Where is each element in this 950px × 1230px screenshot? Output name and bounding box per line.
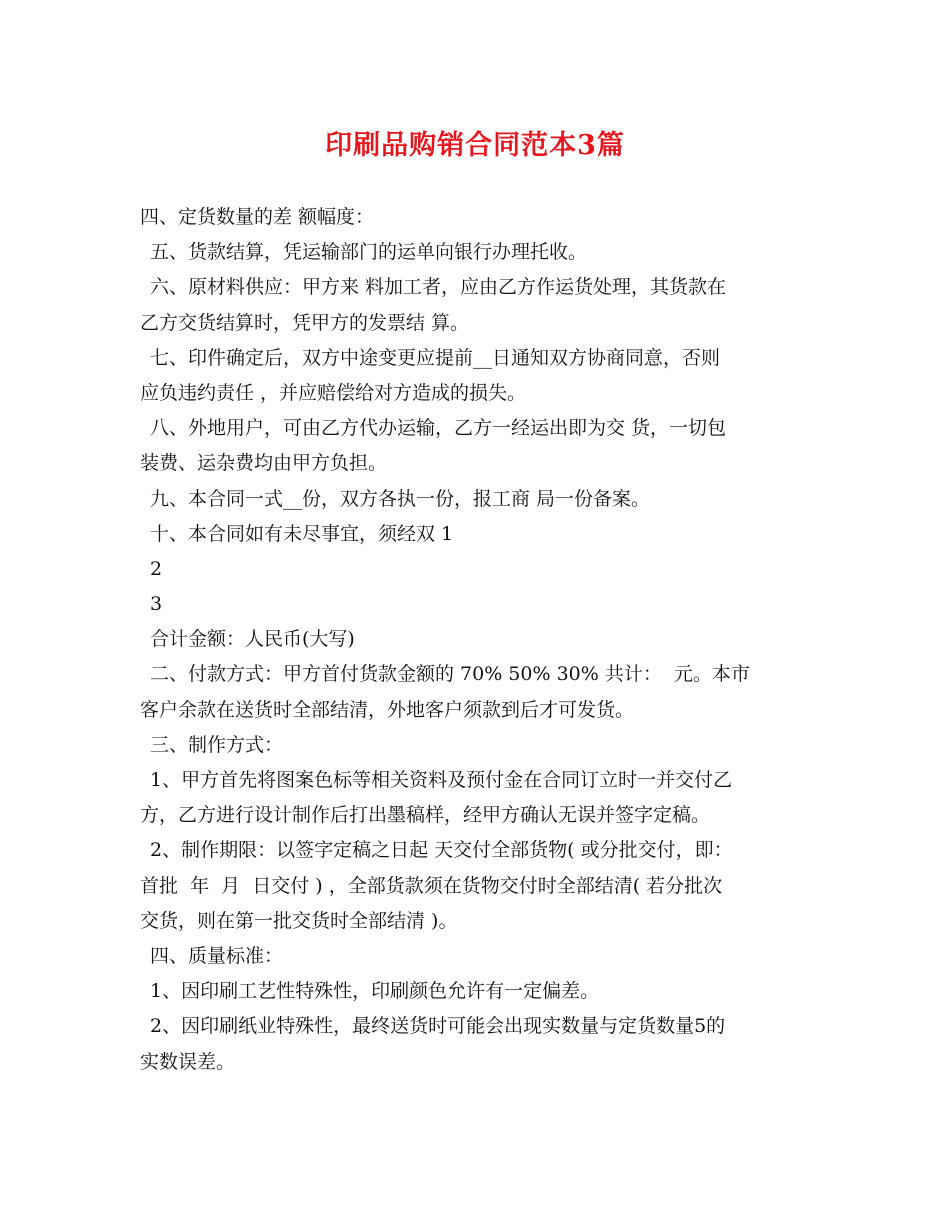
body-line: 2、制作期限：以签字定稿之日起 天交付全部货物( 或分批交付，即： <box>150 839 733 862</box>
body-line: 首批 年 月 日交付 ) ，全部货款须在货物交付时全部结清( 若分批次 <box>140 874 723 897</box>
body-line: 九、本合同一式__份，双方各执一份，报工商 局一份备案。 <box>150 487 651 510</box>
body-line: 四、定货数量的差 额幅度： <box>140 206 375 228</box>
document-body <box>140 200 820 1080</box>
body-line: 二、付款方式：甲方首付货款金额的 70% 50% 30% 共计： 元。本市 <box>150 663 750 686</box>
body-line: 五、货款结算，凭运输部门的运单向银行办理托收。 <box>150 241 588 264</box>
body-line: 应负违约责任 ，并应赔偿给对方造成的损失。 <box>140 381 527 404</box>
body-line: 2 <box>150 557 163 580</box>
body-line: 装费、运杂费均由甲方负担。 <box>140 452 388 475</box>
body-line: 十、本合同如有未尽事宜，须经双 1 <box>150 522 454 545</box>
body-line: 交货，则在第一批交货时全部结清 )。 <box>140 909 458 932</box>
body-line: 实数误差。 <box>140 1050 236 1073</box>
body-line: 四、质量标准： <box>150 944 284 967</box>
body-line: 2、因印刷纸业特殊性，最终送货时可能会出现实数量与定货数量5的 <box>150 1015 726 1038</box>
body-line: 七、印件确定后，双方中途变更应提前__日通知双方协商同意，否则 <box>150 346 721 369</box>
body-line: 1、甲方首先将图案色标等相关资料及预付金在合同订立时一并交付乙 <box>150 769 733 791</box>
body-line: 八、外地用户，可由乙方代办运输，乙方一经运出即为交 货，一切包 <box>150 417 727 440</box>
body-line: 三、制作方式： <box>150 733 284 756</box>
body-line: 3 <box>150 593 163 616</box>
body-line: 1、因印刷工艺性特殊性，印刷颜色允许有一定偏差。 <box>150 980 600 1003</box>
body-line: 客户余款在送货时全部结清，外地客户须款到后才可发货。 <box>140 698 635 721</box>
body-line: 六、原材料供应：甲方来 料加工者，应由乙方作运货处理，其货款在 <box>150 276 727 299</box>
document-title: 印刷品购销合同范本3篇 <box>325 130 625 161</box>
body-line: 方，乙方进行设计制作后打出墨稿样，经甲方确认无误并签字定稿。 <box>140 804 711 827</box>
body-line: 乙方交货结算时，凭甲方的发票结 算。 <box>140 311 470 334</box>
body-line: 合计金额：人民币(大写) <box>150 628 355 651</box>
